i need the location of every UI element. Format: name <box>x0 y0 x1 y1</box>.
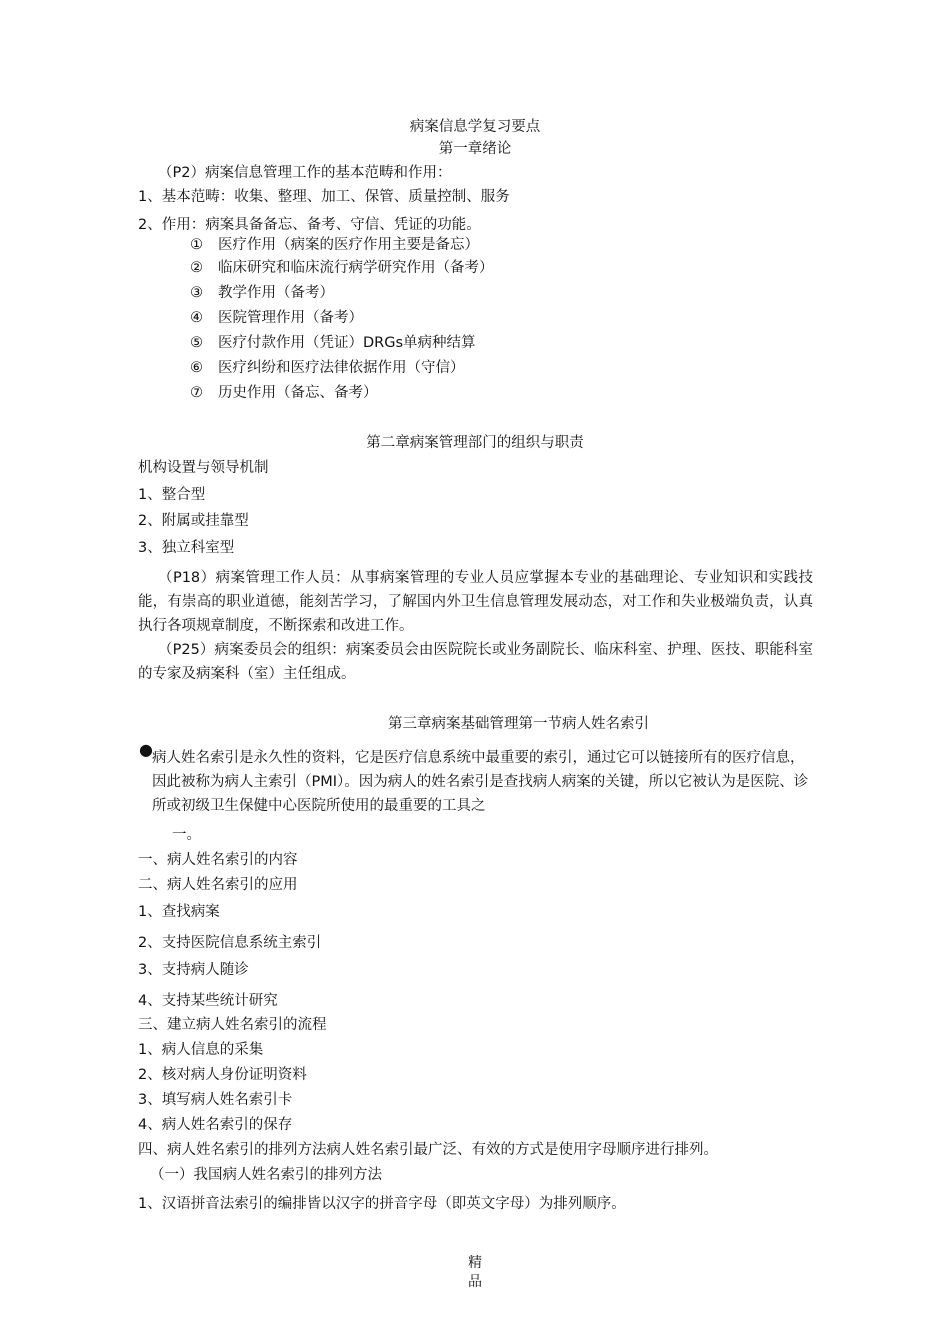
sub-item-text: 医疗纠纷和医疗法律依据作用（守信） <box>218 360 465 376</box>
document-title: 病案信息学复习要点 <box>409 119 541 135</box>
sub-item-text: 临床研究和临床流行病学研究作用（备考） <box>218 260 494 276</box>
ch3-line-9: 2、核对病人身份证明资料 <box>138 1067 307 1083</box>
sub-item-number: ④ <box>190 310 203 326</box>
sub-item-text: 历史作用（备忘、备考） <box>218 385 378 401</box>
sub-item-number: ③ <box>190 285 203 301</box>
ch3-line-10: 3、填写病人姓名索引卡 <box>138 1092 293 1108</box>
bullet-paragraph: 病人姓名索引是永久性的资料，它是医疗信息系统中最重要的索引，通过它可以链接所有的医疗信息，因此被称为病人主索引（PMI）。因为病人的姓名索引是查找病人病案的关键，所以它被认为是医院、诊所或初级卫生保健中心医院所使用的最重要的工具之 <box>152 750 809 814</box>
ch3-line-8: 1、病人信息的采集 <box>138 1042 264 1058</box>
chapter3-title <box>388 714 649 734</box>
ch3-line-11: 4、病人姓名索引的保存 <box>138 1117 293 1133</box>
p25-paragraph: （P25）病案委员会的组织：病案委员会由医院院长或业务副院长、临床科室、护理、医技、职能科室的专家及病案科（室）主任组成。 <box>138 642 813 682</box>
footer-line-1: 精 <box>468 1255 482 1271</box>
sub-item-4 <box>190 308 363 328</box>
sub-item-text: 医疗作用（病案的医疗作用主要是备忘） <box>218 237 479 253</box>
ch3-line-12: 四、病人姓名索引的排列方法病人姓名索引最广泛、有效的方式是使用字母顺序进行排列。 <box>138 1142 718 1158</box>
org-item-1: 1、整合型 <box>138 487 206 503</box>
sub-item-number: ① <box>190 237 203 253</box>
bullet-paragraph-tail: 一。 <box>172 827 201 843</box>
sub-item-5 <box>190 333 476 353</box>
sub-item-number: ⑦ <box>190 385 203 401</box>
org-item-3: 3、独立科室型 <box>138 540 235 556</box>
ch3-line-2: 二、病人姓名索引的应用 <box>138 877 298 893</box>
sub-item-number: ② <box>190 260 203 276</box>
sub-item-number: ⑤ <box>190 335 203 351</box>
sub-item-text: 医疗付款作用（凭证）DRGs单病种结算 <box>218 335 476 351</box>
bullet-icon: ● <box>139 740 153 759</box>
sub-item-number: ⑥ <box>190 360 203 376</box>
ch3-line-13: （一）我国病人姓名索引的排列方法 <box>150 1167 382 1183</box>
p18-paragraph: （P18）病案管理工作人员：从事病案管理的专业人员应掌握本专业的基础理论、专业知识和实践技能，有崇高的职业道德，能刻苦学习，了解国内外卫生信息管理发展动态，对工作和失业极端负责，认真执行各项规章制度，不断探索和改进工作。 <box>138 570 813 634</box>
ch3-line-14: 1、汉语拼音法索引的编排皆以汉字的拼音字母（即英文字母）为排列顺序。 <box>138 1196 626 1212</box>
chapter1-item1: 1、基本范畴：收集、整理、加工、保管、质量控制、服务 <box>138 189 510 205</box>
sub-item-6 <box>190 358 465 378</box>
org-item-2: 2、附属或挂靠型 <box>138 513 249 529</box>
sub-item-text: 医院管理作用（备考） <box>218 310 363 326</box>
sub-item-7 <box>190 383 378 403</box>
chapter2-title-rest: 病案管理部门的组织与职责 <box>409 435 584 451</box>
ch3-line-7: 三、建立病人姓名索引的流程 <box>138 1017 327 1033</box>
chapter3-title-rest: 病案基础管理第一节病人姓名索引 <box>431 716 649 732</box>
chapter1-p2-heading: （P2）病案信息管理工作的基本范畴和作用： <box>158 165 452 181</box>
sub-item-2 <box>190 258 494 278</box>
footer-line-2: 品 <box>468 1274 482 1290</box>
ch3-line-5: 3、支持病人随诊 <box>138 962 249 978</box>
ch3-line-3: 1、查找病案 <box>138 904 220 920</box>
sub-item-1 <box>190 235 479 255</box>
sub-item-3 <box>190 283 334 303</box>
ch3-line-1: 一、病人姓名索引的内容 <box>138 852 298 868</box>
ch3-line-6: 4、支持某些统计研究 <box>138 993 278 1009</box>
ch3-line-4: 2、支持医院信息系统主索引 <box>138 935 322 951</box>
chapter2-title <box>0 433 950 453</box>
org-heading: 机构设置与领导机制 <box>138 460 269 476</box>
chapter1-title: 第一章绪论 <box>438 141 512 157</box>
chapter1-item2: 2、作用：病案具备备忘、备考、守信、凭证的功能。 <box>138 217 481 233</box>
chapter2-title-prefix: 第二章 <box>366 435 410 451</box>
sub-item-text: 教学作用（备考） <box>218 285 334 301</box>
chapter3-title-prefix: 第三章 <box>388 716 432 732</box>
